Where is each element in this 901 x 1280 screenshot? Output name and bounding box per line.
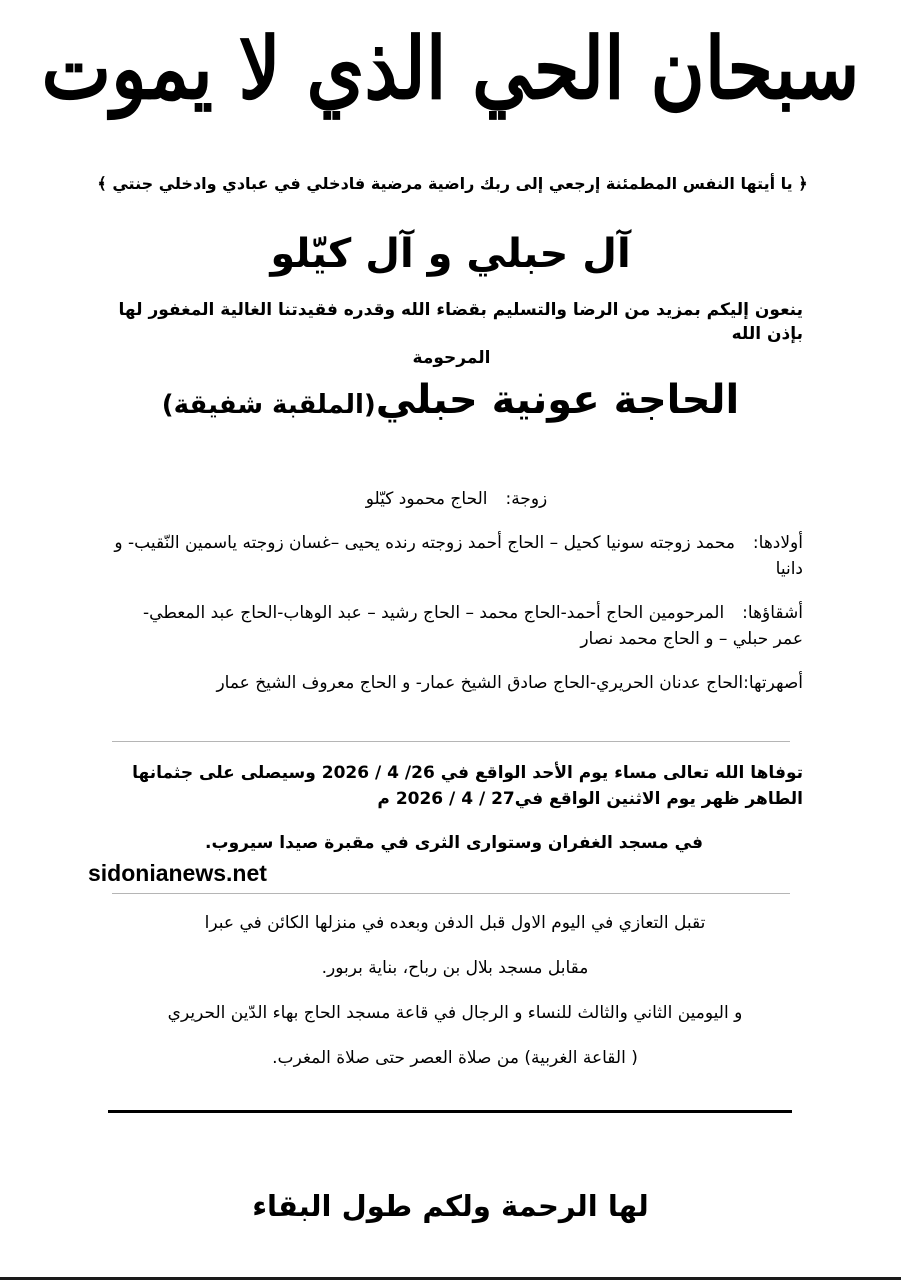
deceased-name-block [0,370,901,435]
condolence-line-1: تقبل التعازي في اليوم الاول قبل الدفن وبعده في منزلها الكائن في عبرا [204,913,706,933]
relatives-husband [110,486,803,512]
death-line-2: الطاهر ظهر يوم الاثنين الواقع في27 / 4 / 2026 م [377,789,803,809]
families-title: آل حبلي و آل كيّلو [270,231,631,277]
condolence-info [110,910,800,1090]
divider-top [112,741,790,742]
condolence-line-4: ( القاعة الغربية) من صلاة العصر حتى صلاة المغرب. [272,1048,638,1068]
relatives-siblings [110,600,803,652]
closing-phrase: لها الرحمة ولكم طول البقاء [252,1189,649,1223]
relatives-children [110,530,803,582]
husband-label: زوجة: [505,489,548,509]
divider-middle [112,893,790,894]
inlaws-label: أصهرتها: [743,673,803,693]
divider-bottom [108,1110,792,1113]
children-label: أولادها: [752,533,803,553]
intro-line-1: ينعون إليكم بمزيد من الرضا والتسليم بقضاء الله وقدره فقيدتنا الغالية المغفور لها بإذن الله [118,300,803,344]
header-calligraphy: سبحان الحي الذي لا يموت [41,19,860,119]
siblings-label: أشقاؤها: [742,603,803,623]
siblings-value: المرحومين الحاج أحمد-الحاج محمد – الحاج رشيد – عبد الوهاب-الحاج عبد المعطي- عمر حبلي – و الحاج محمد نصار [143,603,803,649]
intro-text [100,298,803,370]
death-line-3: في مسجد الغفران وستوارى الثرى في مقبرة صيدا سيروب. [205,833,703,853]
relatives-list [110,486,803,714]
inlaws-value: الحاج عدنان الحريري-الحاج صادق الشيخ عمار- و الحاج معروف الشيخ عمار [216,673,744,693]
intro-line-2: المرحومة [412,348,491,368]
deceased-nickname: (الملقبة شفيقة) [161,390,376,420]
relatives-inlaws [110,670,803,696]
quran-verse: ﴿ يا أيتها النفس المطمئنة إرجعي إلى ربك راضية مرضية فادخلي في عبادي وادخلي جنتي ﴾ [97,174,808,193]
condolence-line-2: مقابل مسجد بلال بن رباح، بناية بربور. [321,958,589,978]
condolence-line-3: و اليومين الثاني والثالث للنساء و الرجال في قاعة مسجد الحاج بهاء الدّين الحريري [167,1003,743,1023]
husband-value: الحاج محمود كيّلو [365,489,488,509]
watermark-text: sidonianews.net [88,860,267,886]
death-announcement [105,760,803,856]
deceased-name: الحاجة عونية حبلي [375,377,740,423]
children-value: محمد زوجته سونيا كحيل – الحاج أحمد زوجته رنده يحيى –غسان زوجته ياسمين النّقيب- و دانيا [114,533,803,579]
death-line-1: توفاها الله تعالى مساء يوم الأحد الواقع في 26/ 4 / 2026 وسيصلى على جثمانها [132,763,803,783]
